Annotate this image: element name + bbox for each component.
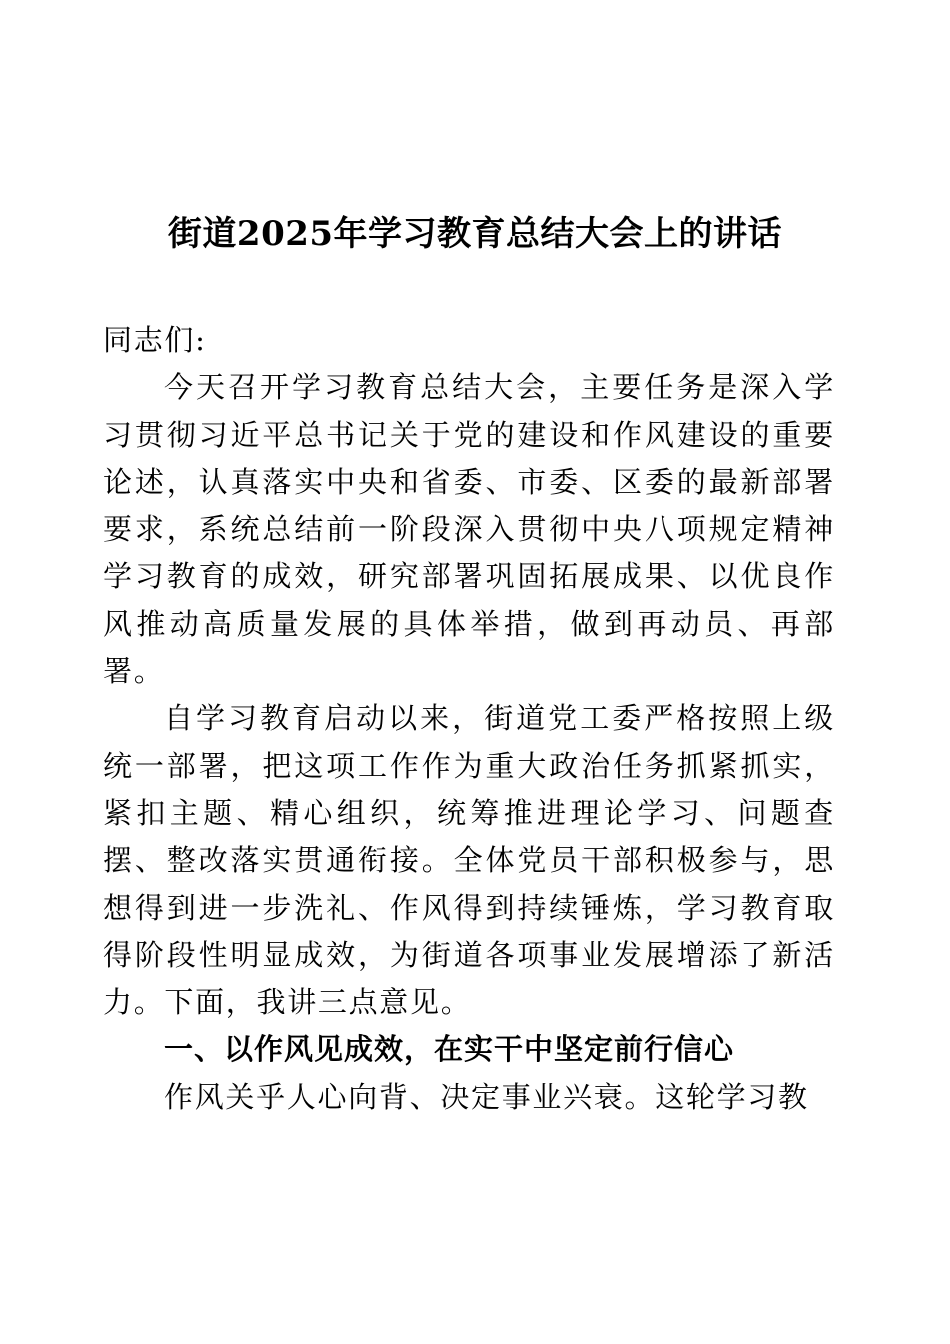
paragraph-opening: 今天召开学习教育总结大会，主要任务是深入学习贯彻习近平总书记关于党的建设和作风建设的重要论述，认真落实中央和省委、市委、区委的最新部署要求，系统总结前一阶段深入贯彻中央八项规定精神学习教育的成效，研究部署巩固拓展成果、以优良作风推动高质量发展的具体举措，做到再动员、再部署。 [103,370,835,689]
document-title: 街道2025年学习教育总结大会上的讲话 [167,214,783,254]
section-heading: 一、以作风见成效，在实干中坚定前行信心 [164,1032,735,1067]
document-body [103,317,835,1121]
paragraph-section-start: 作风关乎人心向背、决定事业兴衰。这轮学习教 [164,1079,809,1114]
salutation: 同志们: [103,323,207,357]
paragraph-review: 自学习教育启动以来，街道党工委严格按照上级统一部署，把这项工作作为重大政治任务抓紧抓实，紧扣主题、精心组织，统筹推进理论学习、问题查摆、整改落实贯通衔接。全体党员干部积极参与，思想得到进一步洗礼、作风得到持续锤炼，学习教育取得阶段性明显成效，为街道各项事业发展增添了新活力。下面，我讲三点意见。 [103,701,835,1020]
